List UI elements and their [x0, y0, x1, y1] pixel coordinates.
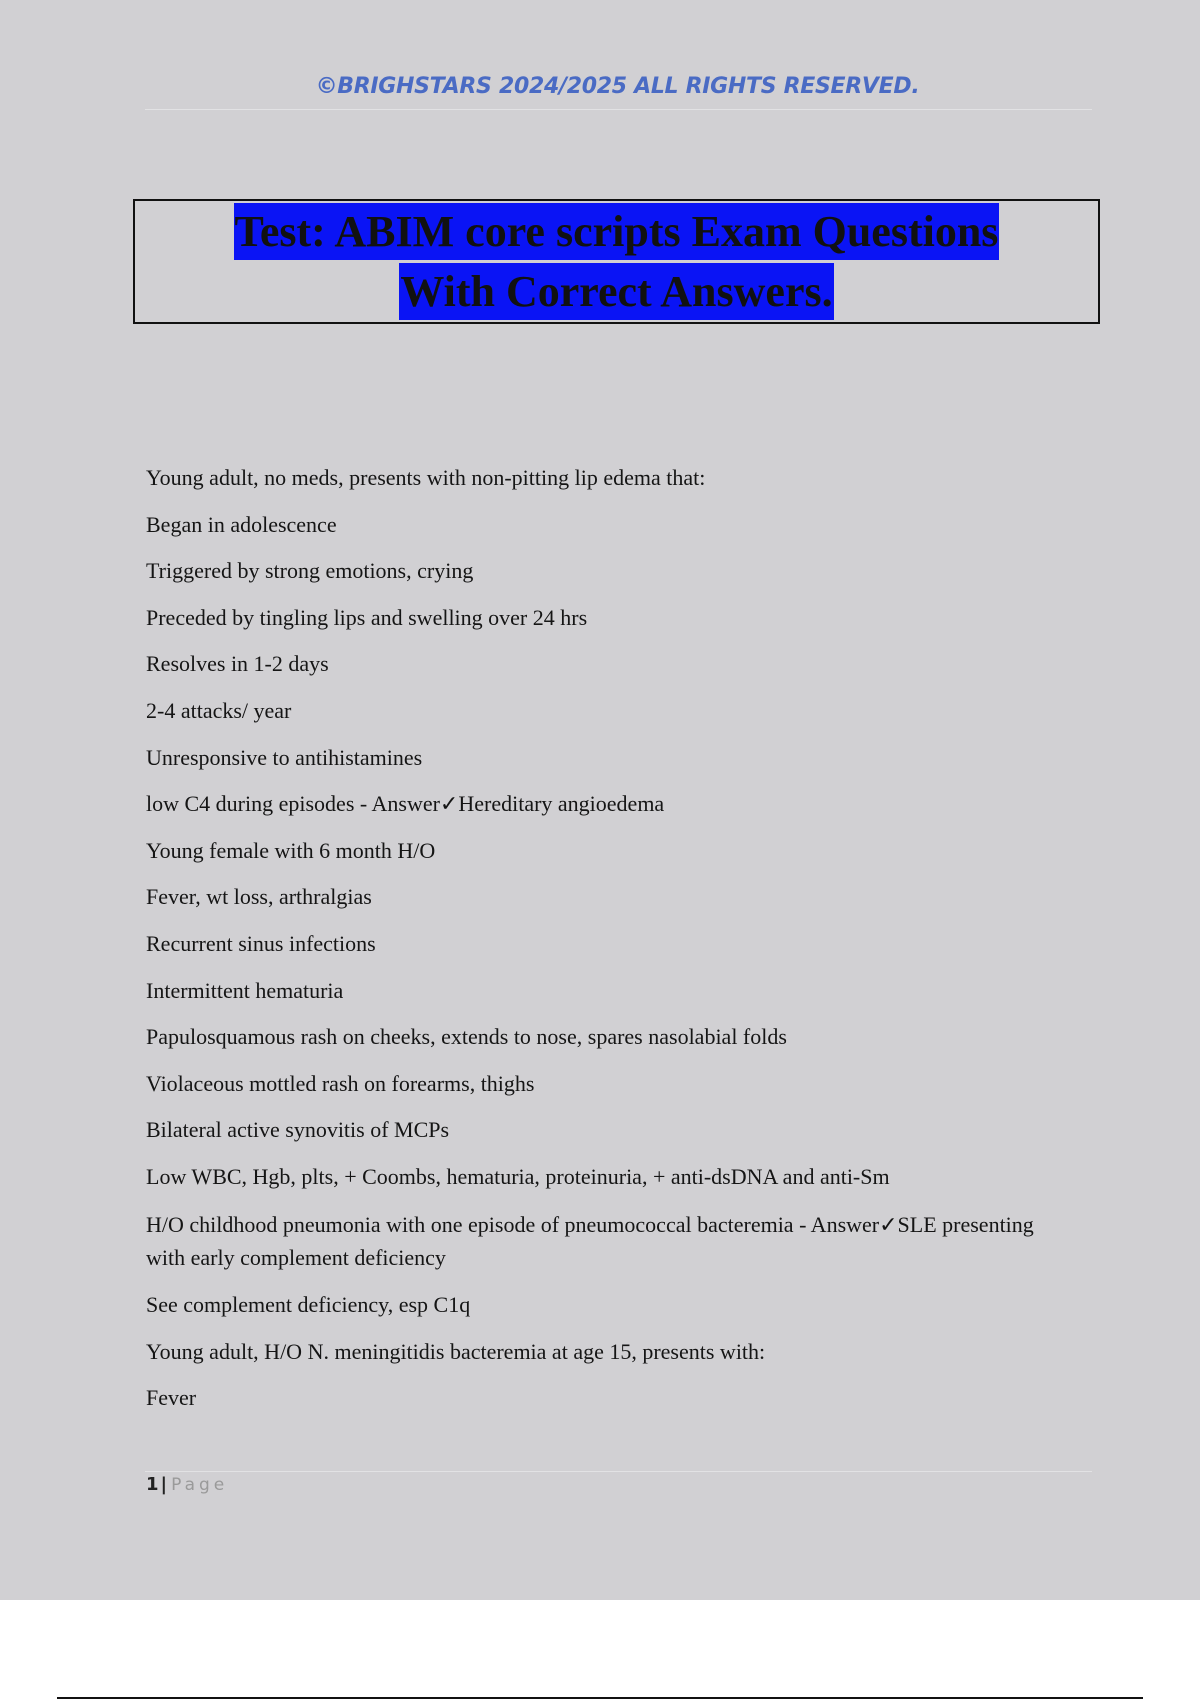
title-line-1: Test: ABIM core scripts Exam Questions	[234, 203, 1000, 260]
body-line: See complement deficiency, esp C1q	[146, 1292, 471, 1318]
body-line: Bilateral active synovitis of MCPs	[146, 1117, 450, 1143]
body-line: Unresponsive to antihistamines	[146, 744, 423, 770]
document-body	[146, 462, 1076, 1429]
header-divider	[145, 109, 1092, 110]
footer-separator: |	[160, 1474, 168, 1495]
body-line: Fever, wt loss, arthralgias	[146, 884, 372, 910]
page-footer	[146, 1474, 228, 1495]
body-line: Young adult, no meds, presents with non-pitting lip edema that:	[146, 465, 706, 490]
body-line: Violaceous mottled rash on forearms, thighs	[146, 1070, 535, 1096]
body-line: Resolves in 1-2 days	[146, 651, 329, 677]
body-line: Young adult, H/O N. meningitidis bacteremia at age 15, presents with:	[146, 1338, 766, 1364]
answer-line: low C4 during episodes - Answer✓Hereditary angioedema	[146, 791, 665, 817]
body-line: Triggered by strong emotions, crying	[146, 558, 474, 584]
body-line: 2-4 attacks/ year	[146, 697, 292, 723]
bottom-divider	[57, 1697, 1143, 1699]
body-line: Intermittent hematuria	[146, 977, 344, 1003]
body-line: Began in adolescence	[146, 511, 337, 537]
page-number: 1	[146, 1474, 159, 1495]
body-line: Papulosquamous rash on cheeks, extends to nose, spares nasolabial folds	[146, 1024, 787, 1050]
copyright-header: ©BRIGHSTARS 2024/2025 ALL RIGHTS RESERVED.	[315, 74, 920, 99]
body-line: Preceded by tingling lips and swelling over 24 hrs	[146, 604, 588, 630]
page-label: Page	[171, 1475, 229, 1495]
body-line: Recurrent sinus infections	[146, 930, 376, 956]
body-line: Low WBC, Hgb, plts, + Coombs, hematuria, proteinuria, + anti-dsDNA and anti-Sm	[146, 1163, 890, 1189]
footer-divider	[145, 1471, 1092, 1472]
title-box	[133, 199, 1100, 324]
answer-line: H/O childhood pneumonia with one episode of pneumococcal bacteremia - Answer✓SLE presenting with early complement deficiency	[146, 1211, 1034, 1270]
body-line: Young female with 6 month H/O	[146, 837, 436, 863]
title-line-2: With Correct Answers.	[399, 263, 833, 320]
body-line: Fever	[146, 1385, 197, 1411]
